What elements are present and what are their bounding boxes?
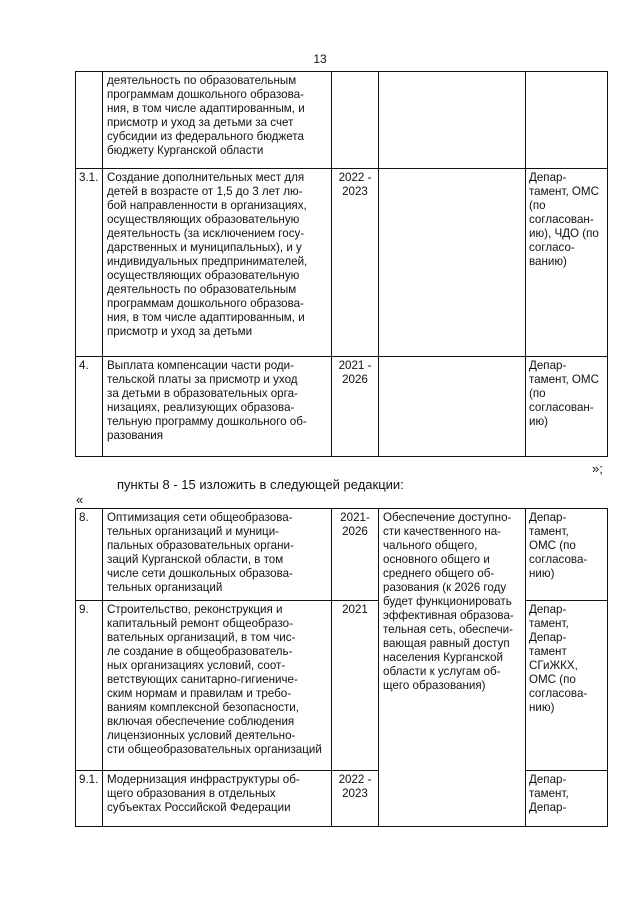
responsible-cell: Депар- тамент, Депар- тамент СГиЖКХ, ОМС (по согласова- нию) xyxy=(526,601,608,771)
row-number xyxy=(76,72,103,169)
responsible-cell: Депар- тамент, ОМС (по согласован- ию), ЧДО (по согласо- ванию) xyxy=(526,169,608,357)
closing-quote: »; xyxy=(592,461,603,476)
responsible-cell: Депар- тамент, ОМС (по согласован- ию) xyxy=(526,357,608,457)
responsible-cell: Депар- тамент, Депар- xyxy=(526,771,608,827)
table-row xyxy=(76,357,608,457)
responsible-cell: Депар- тамент, ОМС (по согласова- нию) xyxy=(526,509,608,601)
measure-text: Создание дополнительных мест для детей в возрасте от 1,5 до 3 лет лю- бой направленности в организациях, осуществляющих образовательную деятельность (за исключением госу- дарственных и муниципальных), и у индивидуальных предпринимателей, осуществляющих образовательную деятельность по образовательным программам дошкольного образова- ния, в том числе адаптированным, и присмотр и уход за детьми xyxy=(103,169,332,357)
row-number: 8. xyxy=(76,509,103,601)
row-number: 9.1. xyxy=(76,771,103,827)
result-cell xyxy=(379,357,526,457)
years-cell: 2022 - 2023 xyxy=(332,771,379,827)
table-row xyxy=(76,771,608,827)
responsible-cell xyxy=(526,72,608,169)
table-row xyxy=(76,72,608,169)
result-cell xyxy=(379,169,526,357)
measure-text: Оптимизация сети общеобразова- тельных организаций и муници- пальных образовательных органи- заций Курганской области, в том числе сети дошкольных образова- тельных организаций xyxy=(103,509,332,601)
table-row xyxy=(76,169,608,357)
amendment-instruction: пункты 8 - 15 изложить в следующей редакции: xyxy=(117,477,404,492)
page-number: 13 xyxy=(313,52,327,66)
years-cell: 2021- 2026 xyxy=(332,509,379,601)
years-cell: 2021 - 2026 xyxy=(332,357,379,457)
table-row xyxy=(76,601,608,771)
row-number: 4. xyxy=(76,357,103,457)
shared-result-cell: Обеспечение доступно- сти качественного на- чального общего, основного общего и среднего общего об- разования (к 2026 году будет функционировать эффективная образова- тельная сеть, обеспечи- вающая равный доступ населения Курганской области к услугам об- щего образования) xyxy=(379,509,526,827)
measures-table-continued xyxy=(75,71,608,457)
years-cell: 2022 - 2023 xyxy=(332,169,379,357)
table-row xyxy=(76,509,608,601)
years-cell: 2021 xyxy=(332,601,379,771)
measure-text: деятельность по образовательным программам дошкольного образова- ния, в том числе адаптированным, и присмотр и уход за детьми за счет субсидии из федерального бюджета бюджету Курганской области xyxy=(103,72,332,169)
row-number: 9. xyxy=(76,601,103,771)
measure-text: Модернизация инфраструктуры об- щего образования в отдельных субъектах Российской Федерации xyxy=(103,771,332,827)
result-cell xyxy=(379,72,526,169)
opening-quote: « xyxy=(76,492,84,507)
measure-text: Строительство, реконструкция и капитальный ремонт общеобразо- вательных организаций, в том чис- ле создание в общеобразователь- ных организациях условий, соот- ветствующих санитарно-гигиениче- ским нормам и правилам и требо- ваниям комплексной безопасности, включая обеспечение соблюдения лицензионных условий деятельно- сти общеобразовательных организаций xyxy=(103,601,332,771)
measure-text: Выплата компенсации части роди- тельской платы за присмотр и уход за детьми в образовательных орга- низациях, реализующих образова- тельную программу дошкольного об- разования xyxy=(103,357,332,457)
measures-table-new-edition xyxy=(75,508,608,827)
years-cell xyxy=(332,72,379,169)
row-number: 3.1. xyxy=(76,169,103,357)
